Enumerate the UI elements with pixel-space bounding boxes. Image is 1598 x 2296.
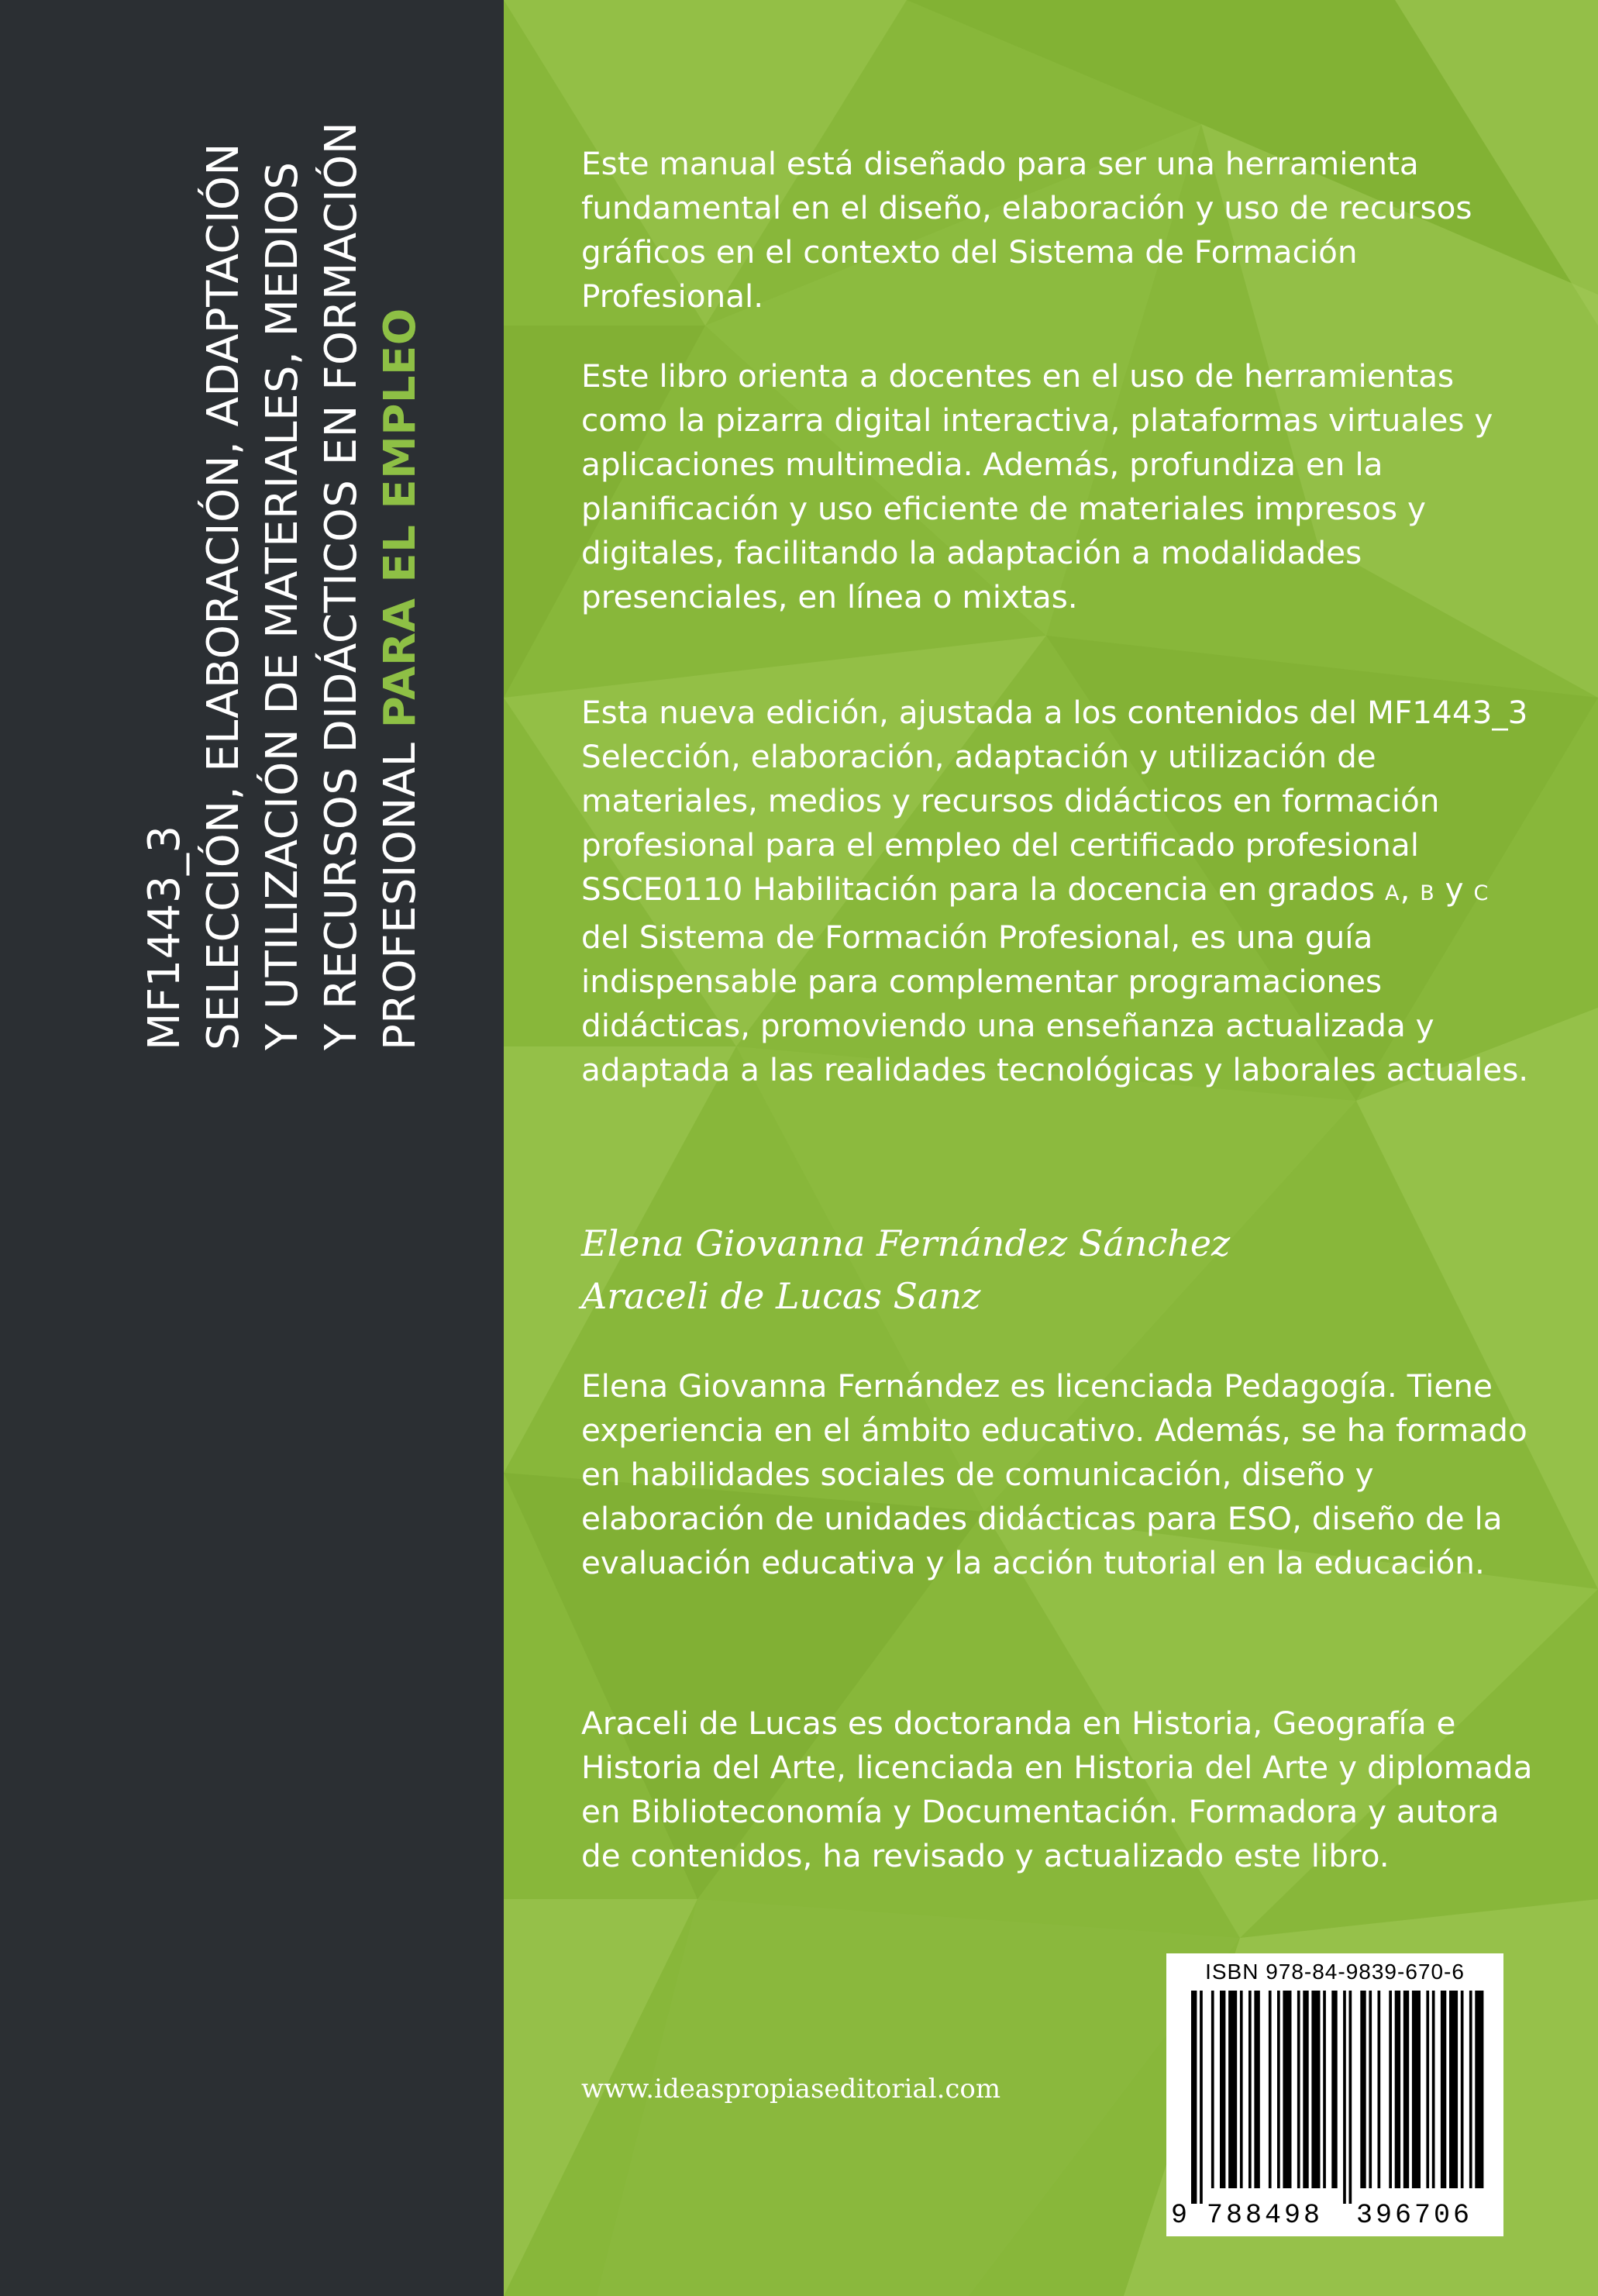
- barcode-bar: [1331, 1991, 1337, 2188]
- barcode-bar: [1469, 1991, 1472, 2188]
- barcode-bar: [1395, 1991, 1400, 2188]
- author-name-1: Elena Giovanna Fernández Sánchez: [581, 1222, 1231, 1264]
- barcode-bar: [1475, 1991, 1483, 2188]
- grade-separator-1: ,: [1400, 870, 1421, 908]
- book-spine: [0, 0, 504, 2296]
- barcode-bar: [1228, 1991, 1237, 2188]
- spine-title-line-3: Y RECURSOS DIDÁCTICOS EN FORMACIÓN: [316, 121, 367, 1050]
- barcode-bar: [1441, 1991, 1446, 2188]
- barcode-bar: [1369, 1991, 1372, 2188]
- barcode-bar: [1461, 1991, 1464, 2188]
- barcode-bar: [1211, 1991, 1214, 2188]
- barcode-bar: [1240, 1991, 1243, 2188]
- grade-a: A: [1384, 881, 1400, 905]
- author-bio-1: Elena Giovanna Fernández es licenciada Pedagogía. Tiene experiencia en el ámbito educativo. Además, se ha formado en habilidades sociales de comunicación, diseño y elaboración de unidades didácticas para ESO, diseño de la evaluación educativa y la acción tutorial en la educación.: [581, 1367, 1527, 1581]
- grade-c: C: [1473, 881, 1490, 905]
- barcode-bar: [1426, 1991, 1429, 2188]
- barcode-digits-left: 788498: [1207, 2200, 1324, 2231]
- barcode-bar: [1297, 1991, 1300, 2188]
- description-paragraph-2: Este libro orienta a docentes en el uso de herramientas como la pizarra digital interactiva, plataformas virtuales y aplicaciones multimedia. Además, profundiza en la planificación y uso eficiente de materiales impresos y digitales, facilitando la adaptación a modalidades presenciales, en línea o mixtas.: [581, 357, 1493, 615]
- grade-separator-2: y: [1434, 870, 1474, 908]
- barcode-bar: [1254, 1991, 1259, 2188]
- barcode-bar: [1360, 1991, 1366, 2188]
- barcode-bar: [1277, 1991, 1280, 2188]
- barcode-bar: [1343, 1991, 1346, 2204]
- barcode-bar: [1403, 1991, 1409, 2188]
- publisher-website[interactable]: www.ideaspropiaseditorial.com: [581, 2074, 1001, 2105]
- spine-title-accent: PARA EL EMPLEO: [375, 308, 425, 729]
- barcode-digits-right: 396706: [1356, 2200, 1473, 2231]
- description-paragraph-3-end: del Sistema de Formación Profesional, es una guía indispensable para complementar programaciones didácticas, promoviendo una enseñanza actualizada y adaptada a las realidades tecnológicas y laborales actuales.: [581, 919, 1529, 1088]
- author-name-2: Araceli de Lucas Sanz: [581, 1275, 981, 1317]
- barcode-bar: [1200, 1991, 1203, 2204]
- isbn-barcode: [1166, 1953, 1503, 2236]
- barcode-bar: [1303, 1991, 1308, 2188]
- barcode-bar: [1283, 1991, 1291, 2188]
- description-paragraph-1: Este manual está diseñado para ser una herramienta fundamental en el diseño, elaboración y uso de recursos gráficos en el contexto del Sistema de Formación Profesional.: [581, 145, 1472, 315]
- barcode-bar: [1323, 1991, 1326, 2188]
- spine-title-line-2: Y UTILIZACIÓN DE MATERIALES, MEDIOS: [257, 161, 308, 1050]
- barcode-bar: [1220, 1991, 1225, 2188]
- authors-block: [581, 1217, 1230, 1322]
- back-cover: [504, 0, 1598, 2296]
- author-bio-2: Araceli de Lucas es doctoranda en Historia, Geografía e Historia del Arte, licenciada en Historia del Arte y diplomada en Biblioteconomía y Documentación. Formadora y autora de contenidos, ha revisado y actualizado este libro.: [581, 1705, 1533, 1874]
- barcode-bar: [1389, 1991, 1392, 2188]
- barcode-bar: [1412, 1991, 1421, 2188]
- spine-title-plain: PROFESIONAL: [375, 728, 425, 1050]
- spine-title: [136, 122, 430, 1050]
- barcode-bar: [1269, 1991, 1272, 2188]
- barcode-digit-first: 9: [1171, 2200, 1188, 2231]
- spine-title-line-1: SELECCIÓN, ELABORACIÓN, ADAPTACIÓN: [198, 143, 249, 1050]
- barcode-bar: [1349, 1991, 1352, 2204]
- barcode-bars: [1174, 1991, 1496, 2204]
- barcode-bar: [1449, 1991, 1458, 2188]
- isbn-number: ISBN 978-84-9839-670-6: [1205, 1960, 1465, 1984]
- grade-b: B: [1420, 881, 1435, 905]
- barcode-bar: [1432, 1991, 1435, 2188]
- barcode-bar: [1191, 1991, 1197, 2204]
- barcode-bar: [1248, 1991, 1252, 2188]
- barcode-bar: [1311, 1991, 1320, 2188]
- description-paragraph-3-start: Esta nueva edición, ajustada a los contenidos del MF1443_3 Selección, elaboración, adaptación y utilización de materiales, medios y recursos didácticos en formación profesional para el empleo del certificado profesional SSCE0110 Habilitación para la docencia en grados: [581, 694, 1528, 908]
- barcode-bar: [1378, 1991, 1381, 2188]
- polygon-background: [504, 0, 1598, 2296]
- spine-code: MF1443_3: [139, 825, 190, 1050]
- spine-title-line-4: [371, 122, 430, 1050]
- description-paragraph-3: [581, 691, 1534, 1092]
